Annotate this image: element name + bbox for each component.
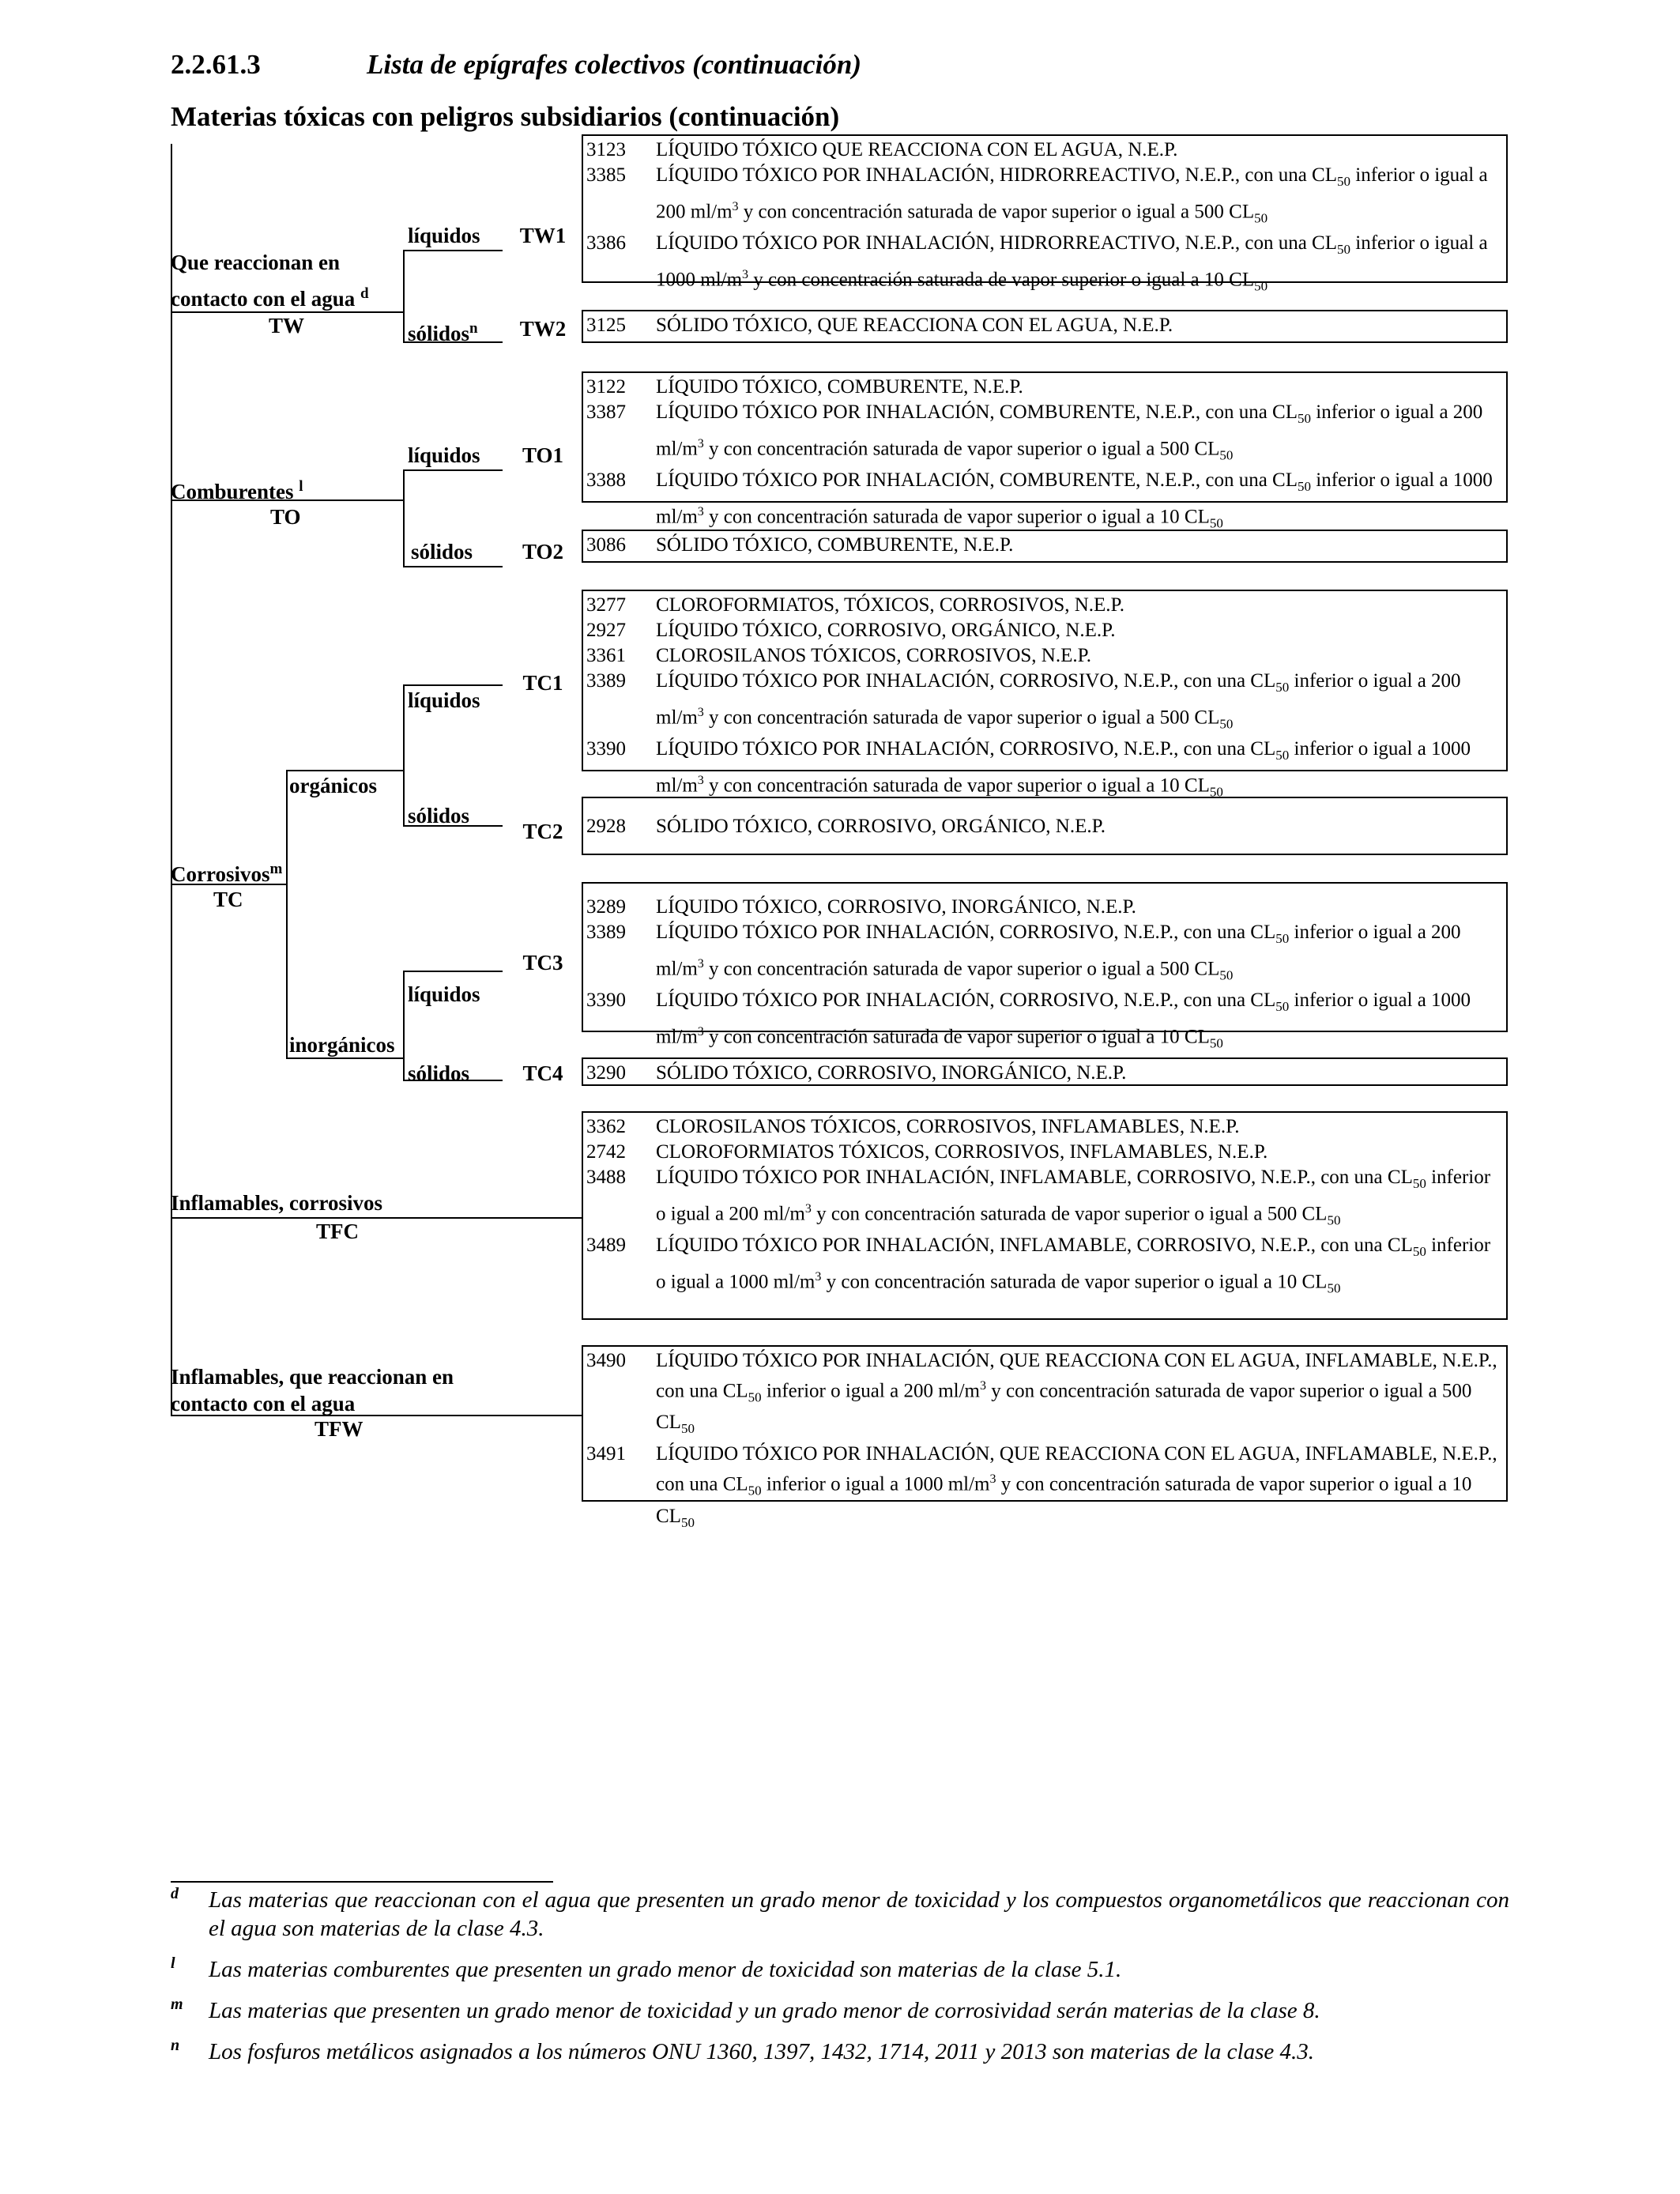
footnote-separator <box>171 1881 553 1883</box>
code-tw1: TW1 <box>519 224 567 247</box>
list-item <box>583 643 1506 669</box>
tree-line-tc-branch <box>286 770 288 1057</box>
tree-line-to-branch <box>403 469 405 566</box>
footnote-text: Los fosfuros metálicos asignados a los números ONU 1360, 1397, 1432, 1714, 2011 y 2013 son materias de la clase 4.3. <box>209 2039 1314 2064</box>
group-label-tfc: Inflamables, corrosivos <box>171 1191 382 1215</box>
group-code-tfc: TFC <box>316 1220 359 1243</box>
footnote-m <box>171 1996 1509 2025</box>
group-tw-line2: contacto con el agua <box>171 287 356 311</box>
entry-name: LÍQUIDO TÓXICO, CORROSIVO, ORGÁNICO, N.E.P. <box>656 620 1116 641</box>
list-item <box>583 618 1506 643</box>
entries-box-tc3 <box>582 882 1508 1051</box>
footnote-text: Las materias que presenten un grado menor de toxicidad y un grado menor de corrosividad serán materias de la clase 8. <box>209 1998 1320 2023</box>
un-number: 3362 <box>586 1116 626 1137</box>
subgroup-liquidos-to: líquidos <box>408 443 480 467</box>
entry-name: SÓLIDO TÓXICO, QUE REACCIONA CON EL AGUA, N.E.P. <box>656 315 1173 336</box>
entry-name: LÍQUIDO TÓXICO POR INHALACIÓN, CORROSIVO, N.E.P., con una $CL_{50}$ inferior o igual a 200 $ml/m^3$ y con concentración saturada de vapor superior o igual a 500 $CL_{50}$ <box>656 670 1461 732</box>
un-number: 3086 <box>586 534 626 556</box>
list-item <box>583 1061 1506 1086</box>
footnote-n <box>171 2038 1509 2066</box>
subgroup-inorganicos: inorgánicos <box>289 1033 395 1057</box>
page-subtitle: Materias tóxicas con peligros subsidiarios (continuación) <box>171 101 840 132</box>
list-item <box>583 737 1506 805</box>
entry-name: LÍQUIDO TÓXICO POR INHALACIÓN, COMBURENTE, N.E.P., con una $CL_{50}$ inferior o igual a 1000 $ml/m^3$ y con concentración saturada de vapor superior o igual a 10 $CL_{50}$ <box>656 469 1493 531</box>
list-item <box>583 400 1506 468</box>
code-tc4: TC4 <box>522 1061 563 1085</box>
list-item <box>583 468 1506 536</box>
entry-name: LÍQUIDO TÓXICO, CORROSIVO, INORGÁNICO, N.E.P. <box>656 896 1136 918</box>
tree-line-inorganicos-liquidos <box>403 971 503 972</box>
group-label-tfw <box>171 1361 454 1419</box>
footnote-mark: n <box>171 2037 180 2054</box>
un-number: 3388 <box>586 469 626 492</box>
un-number: 3387 <box>586 401 626 423</box>
un-number: 3390 <box>586 738 626 760</box>
list-item <box>583 593 1506 618</box>
entries-box-tc1 <box>582 590 1508 800</box>
entry-name: LÍQUIDO TÓXICO POR INHALACIÓN, INFLAMABLE, CORROSIVO, N.E.P., con una $CL_{50}$ inferior o igual a 200 $ml/m^3$ y con concentración saturada de vapor superior o igual a 500 $CL_{50}$ <box>656 1167 1491 1228</box>
list-item <box>583 988 1506 1056</box>
tree-main-vertical <box>171 144 172 1415</box>
code-tw2: TW2 <box>519 317 567 341</box>
tree-line-organicos-branch <box>403 684 405 825</box>
un-number: 3122 <box>586 376 626 398</box>
un-number: 3386 <box>586 232 626 254</box>
list-item <box>583 375 1506 400</box>
list-item <box>583 1348 1506 1442</box>
section-number: 2.2.61.3 <box>171 49 261 80</box>
entry-name: SÓLIDO TÓXICO, COMBURENTE, N.E.P. <box>656 534 1014 556</box>
subgroup-solidos-tw-text: sólidos <box>408 322 470 345</box>
entry-name: LÍQUIDO TÓXICO POR INHALACIÓN, HIDRORREACTIVO, N.E.P., con una $CL_{50}$ inferior o igual a 1000 $ml/m^3$ y con concentración saturada de vapor superior o igual a 10 $CL_{50}$ <box>656 232 1488 294</box>
entry-name: CLOROSILANOS TÓXICOS, CORROSIVOS, INFLAMABLES, N.E.P. <box>656 1116 1240 1137</box>
group-code-tw: TW <box>269 314 305 337</box>
entries-box-tfc <box>582 1111 1508 1320</box>
un-number: 3489 <box>586 1235 626 1257</box>
un-number: 2928 <box>586 816 626 837</box>
section-title: Lista de epígrafes colectivos (continuación) <box>367 49 862 80</box>
un-number: 3490 <box>586 1350 626 1371</box>
entry-name: LÍQUIDO TÓXICO QUE REACCIONA CON EL AGUA, N.E.P. <box>656 139 1178 160</box>
tree-line-tw-branch <box>403 250 405 341</box>
un-number: 3125 <box>586 315 626 336</box>
un-number: 3491 <box>586 1443 626 1465</box>
entry-name: LÍQUIDO TÓXICO POR INHALACIÓN, QUE REACCIONA CON EL AGUA, INFLAMABLE, N.E.P., con una $CL_{50}$ inferior o igual a 1000 $ml/m^3$ y con concentración saturada de vapor superior o igual a 10 $CL_{50}$ <box>656 1443 1497 1530</box>
list-item <box>583 231 1506 299</box>
subgroup-liquidos-organicos: líquidos <box>408 688 480 712</box>
entry-name: LÍQUIDO TÓXICO POR INHALACIÓN, HIDRORREACTIVO, N.E.P., con una $CL_{50}$ inferior o igual a 200 $ml/m^3$ y con concentración saturada de vapor superior o igual a 500 $CL_{50}$ <box>656 164 1488 226</box>
entries-box-tw1 <box>582 134 1508 294</box>
group-code-to: TO <box>270 505 301 529</box>
entry-name: LÍQUIDO TÓXICO POR INHALACIÓN, QUE REACCIONA CON EL AGUA, INFLAMABLE, N.E.P., con una $CL_{50}$ inferior o igual a 200 $ml/m^3$ y con concentración saturada de vapor superior o igual a 500 $CL_{50}$ <box>656 1350 1497 1437</box>
un-number: 3389 <box>586 670 626 692</box>
entry-name: CLOROFORMIATOS, TÓXICOS, CORROSIVOS, N.E.P. <box>656 594 1124 616</box>
un-number: 3385 <box>586 164 626 186</box>
group-tfw-line2: contacto con el agua <box>171 1392 356 1416</box>
entries-box-tfw <box>582 1345 1508 1530</box>
list-item <box>583 1233 1506 1301</box>
un-number: 3390 <box>586 990 626 1012</box>
entry-name: LÍQUIDO TÓXICO POR INHALACIÓN, CORROSIVO, N.E.P., con una $CL_{50}$ inferior o igual a 200 $ml/m^3$ y con concentración saturada de vapor superior o igual a 500 $CL_{50}$ <box>656 922 1461 983</box>
list-item <box>583 533 1506 558</box>
list-item <box>583 669 1506 737</box>
code-tc2: TC2 <box>522 820 563 843</box>
un-number: 3361 <box>586 645 626 666</box>
subgroup-liquidos-tw: líquidos <box>408 224 480 247</box>
footnote-mark: m <box>171 1996 183 2013</box>
code-to1: TO1 <box>522 443 564 467</box>
entry-name: LÍQUIDO TÓXICO POR INHALACIÓN, CORROSIVO, N.E.P., con una $CL_{50}$ inferior o igual a 1000 $ml/m^3$ y con concentración saturada de vapor superior o igual a 10 $CL_{50}$ <box>656 738 1471 800</box>
footnote-ref-d: d <box>360 285 369 302</box>
list-item <box>583 1442 1506 1535</box>
entries-box-tc4 <box>582 1057 1508 1086</box>
entry-name: CLOROSILANOS TÓXICOS, CORROSIVOS, N.E.P. <box>656 645 1092 666</box>
un-number: 2927 <box>586 620 626 641</box>
subgroup-solidos-organicos: sólidos <box>408 804 470 827</box>
subgroup-solidos-to: sólidos <box>411 540 473 564</box>
entry-name: LÍQUIDO TÓXICO POR INHALACIÓN, INFLAMABLE, CORROSIVO, N.E.P., con una $CL_{50}$ inferior o igual a 1000 $ml/m^3$ y con concentración saturada de vapor superior o igual a 10 $CL_{50}$ <box>656 1235 1491 1296</box>
footnote-ref-l: l <box>299 478 303 495</box>
list-item <box>583 163 1506 231</box>
footnote-l <box>171 1955 1509 1984</box>
group-tw-line1: Que reaccionan en <box>171 251 340 274</box>
entries-box-to2 <box>582 530 1508 563</box>
list-item <box>583 920 1506 988</box>
entries-box-tw2 <box>582 310 1508 343</box>
entry-name: LÍQUIDO TÓXICO POR INHALACIÓN, CORROSIVO, N.E.P., con una $CL_{50}$ inferior o igual a 1000 $ml/m^3$ y con concentración saturada de vapor superior o igual a 10 $CL_{50}$ <box>656 990 1471 1051</box>
footnote-mark: l <box>171 1955 175 1972</box>
un-number: 2742 <box>586 1141 626 1163</box>
subgroup-organicos: orgánicos <box>289 774 377 797</box>
list-item <box>583 313 1506 338</box>
footnote-ref-n: n <box>469 320 478 337</box>
un-number: 3290 <box>586 1062 626 1084</box>
code-tc3: TC3 <box>522 951 563 974</box>
group-code-tfw: TFW <box>315 1417 363 1441</box>
footnote-mark: d <box>171 1885 179 1902</box>
list-item <box>583 1114 1506 1140</box>
footnote-text: Las materias comburentes que presenten un grado menor de toxicidad son materias de la clase 5.1. <box>209 1957 1122 1982</box>
list-item <box>583 1140 1506 1165</box>
code-tc1: TC1 <box>522 671 563 695</box>
footnote-text: Las materias que reaccionan con el agua que presenten un grado menor de toxicidad y los compuestos organometálicos que reaccionan con el agua son materias de la clase 4.3. <box>209 1887 1509 1941</box>
un-number: 3488 <box>586 1167 626 1188</box>
group-label-tw <box>171 247 369 315</box>
list-item <box>583 138 1506 163</box>
subgroup-liquidos-inorganicos: líquidos <box>408 982 480 1006</box>
list-item <box>583 895 1506 920</box>
un-number: 3389 <box>586 922 626 943</box>
un-number: 3289 <box>586 896 626 918</box>
footnote-ref-m: m <box>269 861 283 877</box>
entry-name: LÍQUIDO TÓXICO, COMBURENTE, N.E.P. <box>656 376 1023 398</box>
entry-name: LÍQUIDO TÓXICO POR INHALACIÓN, COMBURENTE, N.E.P., con una $CL_{50}$ inferior o igual a 200 $ml/m^3$ y con concentración saturada de vapor superior o igual a 500 $CL_{50}$ <box>656 401 1483 463</box>
un-number: 3123 <box>586 139 626 160</box>
list-item <box>583 814 1506 839</box>
group-tfw-line1: Inflamables, que reaccionan en <box>171 1365 454 1389</box>
entry-name: SÓLIDO TÓXICO, CORROSIVO, INORGÁNICO, N.E.P. <box>656 1062 1127 1084</box>
list-item <box>583 1165 1506 1233</box>
entries-box-tc2 <box>582 797 1508 855</box>
entry-name: CLOROFORMIATOS TÓXICOS, CORROSIVOS, INFLAMABLES, N.E.P. <box>656 1141 1268 1163</box>
tree-line-inorganicos-branch <box>403 971 405 1080</box>
entry-name: SÓLIDO TÓXICO, CORROSIVO, ORGÁNICO, N.E.P. <box>656 816 1106 837</box>
group-to-line1: Comburentes <box>171 480 294 503</box>
un-number: 3277 <box>586 594 626 616</box>
group-code-tc: TC <box>213 888 243 911</box>
entries-box-to1 <box>582 371 1508 531</box>
footnote-d <box>171 1886 1509 1943</box>
group-tc-line1: Corrosivos <box>171 862 270 886</box>
subgroup-solidos-tw <box>408 313 478 349</box>
code-to2: TO2 <box>522 540 564 564</box>
subgroup-solidos-inorganicos: sólidos <box>408 1061 470 1085</box>
